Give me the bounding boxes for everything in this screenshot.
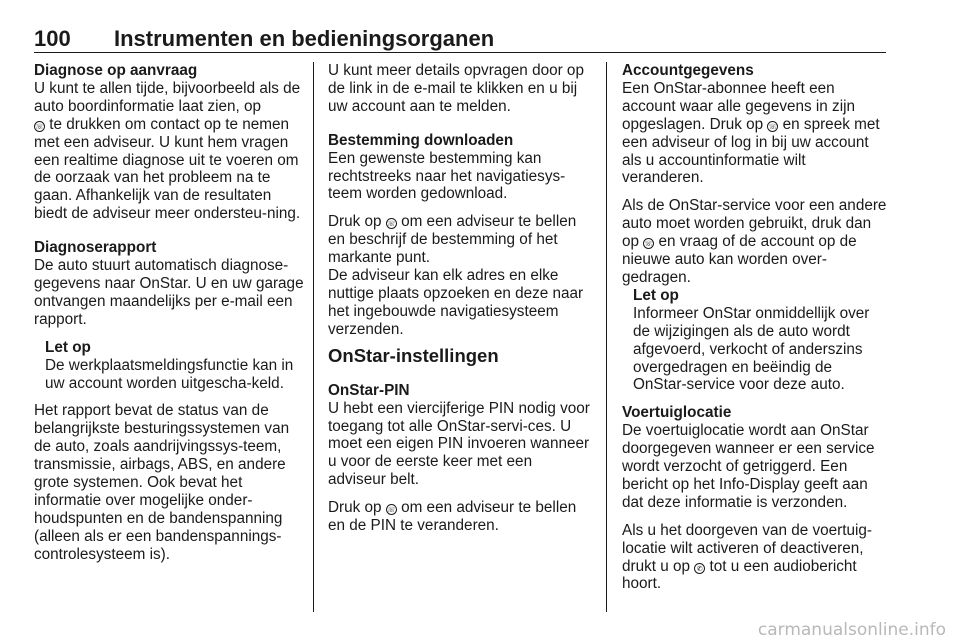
column-3 xyxy=(622,62,888,593)
paragraph: De auto stuurt automatisch diagnose-gegevens naar OnStar. U en uw garage ontvangen maandelijks per e-mail een rapport. xyxy=(34,257,304,328)
section-heading: Bestemming downloaden xyxy=(328,131,514,149)
section-accountgegevens xyxy=(622,62,888,187)
paragraph: Een OnStar-abonnee heeft een account waar alle gegevens in zijn opgeslagen. Druk op ☏ en spreek met een adviseur of log in bij uw account als u accountinformatie wilt veranderen. xyxy=(622,79,880,187)
paragraph: Een gewenste bestemming kan rechtstreeks naar het navigatiesys-teem worden gedownload. xyxy=(328,149,566,203)
onstar-service-icon: ☏ xyxy=(386,218,397,229)
paragraph: U hebt een viercijferige PIN nodig voor toegang tot alle OnStar-servi-ces. U moet een eigen PIN invoeren wanneer u voor de eerste keer met een adviseur belt. xyxy=(328,399,590,489)
onstar-service-icon: ☏ xyxy=(34,121,45,132)
note-heading: Let op xyxy=(45,338,91,356)
section-onstar-pin xyxy=(328,382,594,489)
note-box xyxy=(45,339,304,393)
page-title: Instrumenten en bedieningsorganen xyxy=(114,26,495,51)
section-heading: OnStar-PIN xyxy=(328,381,410,399)
section-diagnoserapport xyxy=(34,239,304,329)
column-divider xyxy=(313,62,314,612)
note-heading: Let op xyxy=(633,286,679,304)
paragraph: Als de OnStar-service voor een andere auto moet worden gebruikt, druk dan op ☏ en vraag of de account op de nieuwe auto kan worden over-gedragen. xyxy=(622,197,887,286)
onstar-service-icon: ☏ xyxy=(386,504,397,515)
paragraph: De adviseur kan elk adres en elke nuttige plaats opzoeken en deze naar het ingebouwde navigatiesysteem verzenden. xyxy=(328,267,584,338)
column-divider xyxy=(606,62,607,612)
paragraph: Als u het doorgeven van de voertuig-locatie wilt activeren of deactiveren, drukt u op ✆ tot u een audiobericht hoort. xyxy=(622,521,873,593)
section-heading: Voertuiglocatie xyxy=(622,404,732,422)
note-body: De werkplaatsmeldingsfunctie kan in uw account worden uitgescha-keld. xyxy=(45,356,294,392)
paragraph: De voertuiglocatie wordt aan OnStar doorgegeven wanneer er een service wordt verzocht of getriggerd. Een bericht op het Info-Display geeft aan dat deze informatie is verzonden. xyxy=(622,422,875,511)
onstar-service-icon: ☏ xyxy=(767,121,778,132)
note-box xyxy=(633,287,888,394)
page-header xyxy=(34,22,886,53)
section-heading: Accountgegevens xyxy=(622,62,754,79)
chapter-heading: OnStar-instellingen xyxy=(328,344,499,366)
page-number: 100 xyxy=(34,26,71,51)
voice-button-icon: ✆ xyxy=(694,563,705,574)
paragraph: Druk op ☏ om een adviseur te bellen en beschrijf de bestemming of het markante punt. xyxy=(328,213,577,267)
column-2 xyxy=(328,62,594,535)
onstar-service-icon: ☏ xyxy=(643,238,654,249)
paragraph: Druk op ☏ om een adviseur te bellen en de PIN te veranderen. xyxy=(328,499,577,535)
paragraph: Het rapport bevat de status van de belangrijkste besturingssystemen van de auto, zoals aandrijvingssys-teem, transmissie, airbags, ABS, en andere grote systemen. Ook bevat het informatie over mogelijke onder-houdspunten en de bandenspanning (alleen als er een bandenspannings-controlesysteem is). xyxy=(34,402,290,563)
paragraph: U kunt te allen tijde, bijvoorbeeld als de auto boordinformatie laat zien, op ☏ te drukken om contact op te nemen met een adviseur. U kunt hem vragen een realtime diagnose uit te voeren om de oorzaak van het probleem na te gaan. Afhankelijk van de resultaten biedt de adviseur meer ondersteu-ning. xyxy=(34,79,301,223)
section-diagnose-op-aanvraag xyxy=(34,62,304,223)
watermark: carmanualsonline.info xyxy=(757,620,946,640)
section-bestemming-downloaden xyxy=(328,132,594,204)
column-1 xyxy=(34,62,304,564)
note-body: Informeer OnStar onmiddellijk over de wijzigingen als de auto wordt afgevoerd, verkocht of anderszins overgedragen en beëindig de OnStar-service voor deze auto. xyxy=(633,304,870,394)
section-voertuiglocatie xyxy=(622,404,888,511)
section-heading: Diagnoserapport xyxy=(34,239,157,257)
paragraph: U kunt meer details opvragen door op de link in de e-mail te klikken en u bij uw account aan te melden. xyxy=(328,62,584,115)
section-heading: Diagnose op aanvraag xyxy=(34,62,198,79)
